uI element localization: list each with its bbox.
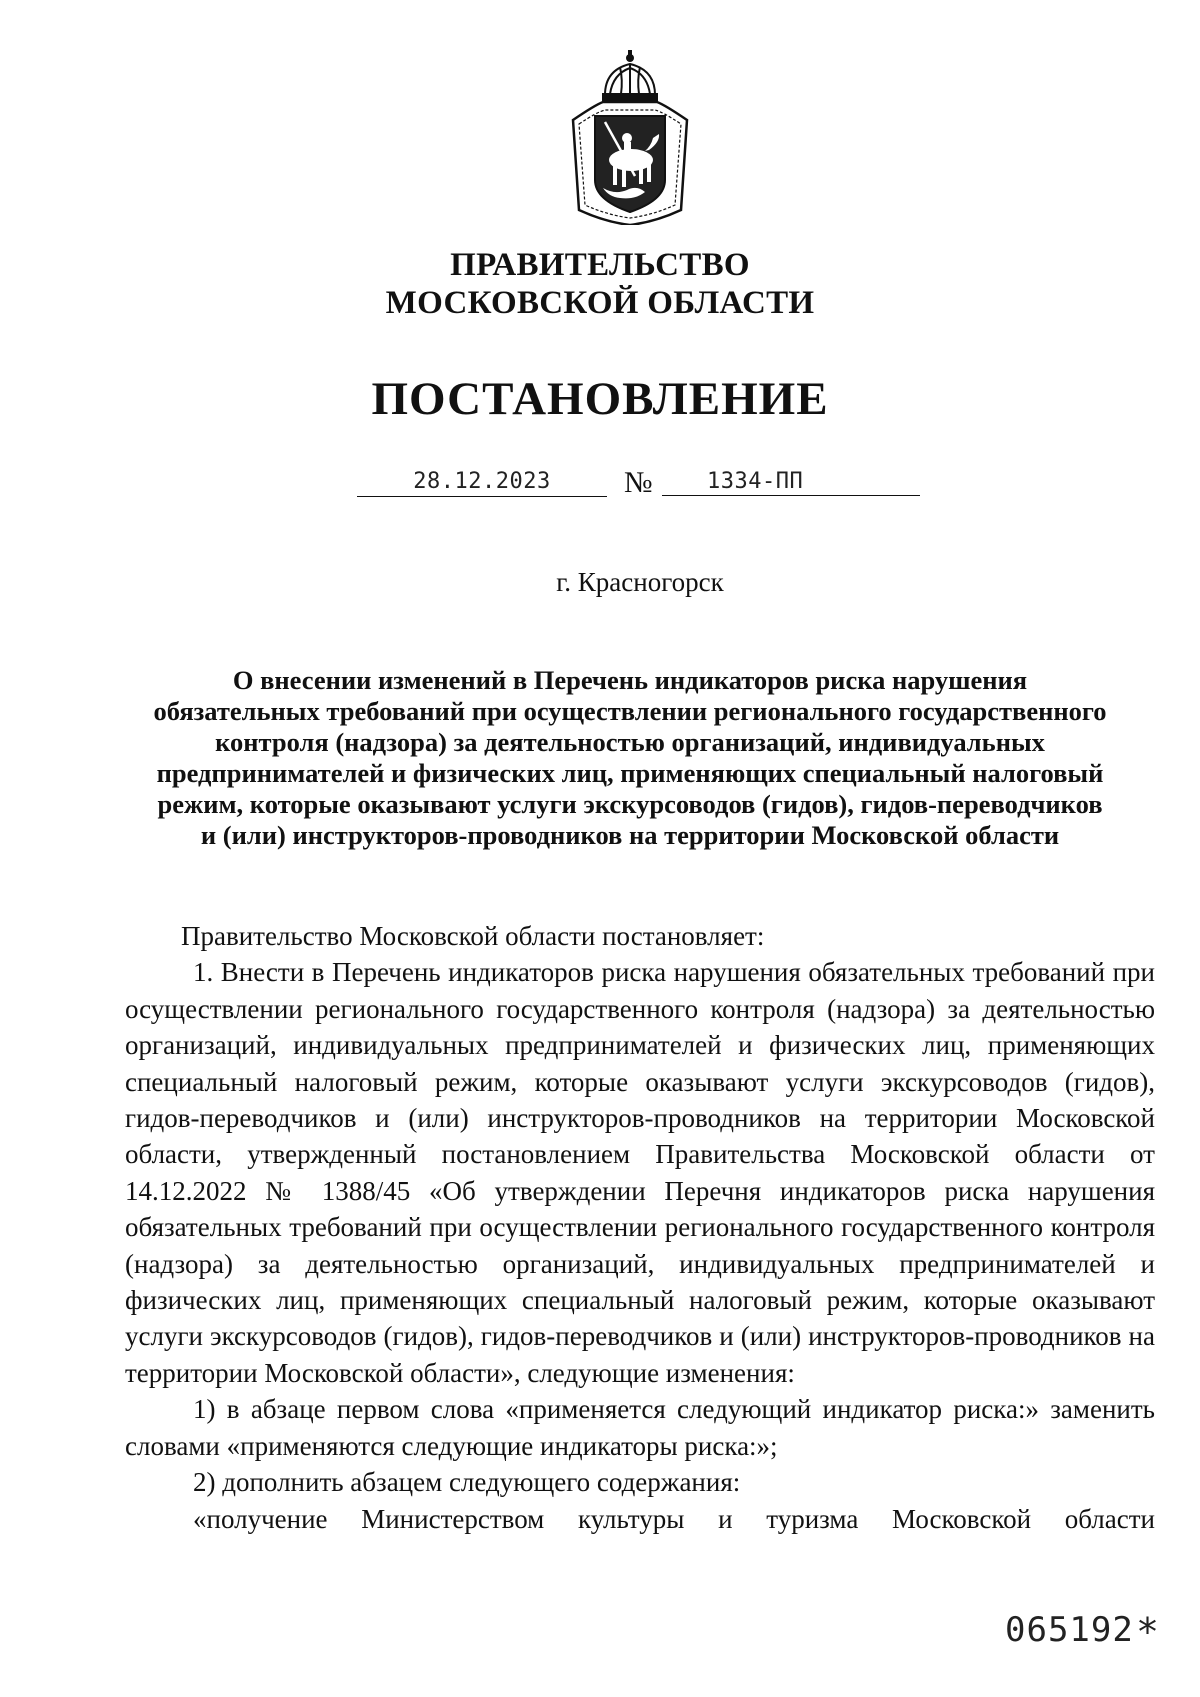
document-type-heading: ПОСТАНОВЛЕНИЕ [371, 373, 829, 425]
document-body [125, 918, 1155, 1537]
organization-name-line2: МОСКОВСКОЙ ОБЛАСТИ [385, 285, 815, 321]
registration-date: 28.12.2023 [357, 468, 607, 497]
asterisk-mark: * [1138, 1610, 1157, 1654]
city-of-issue: г. Красногорск [556, 567, 724, 597]
title-line: О внесении изменений в Перечень индикаторов риска нарушения [232, 665, 1028, 695]
preamble-paragraph: Правительство Московской области постановляет: [181, 921, 765, 951]
title-line: предпринимателей и физических лиц, применяющих специальный налоговый [156, 758, 1104, 788]
item-1-paragraph: 1. Внести в Перечень индикаторов риска нарушения обязательных требований при осуществлении регионального государственного контроля (надзора) за деятельностью организаций, индивидуальных предпринимателей и физических лиц, применяющих специальный налоговый режим, которые оказывают услуги экскурсоводов (гидов), гидов-переводчиков и (или) инструкторов-проводников на территории Московской области, утвержденный постановлением Правительства Московской области от 14.12.2022 № 1388/45 «Об утверждении Перечня индикаторов риска нарушения обязательных требований при осуществлении регионального государственного контроля (надзора) за деятельностью организаций, индивидуальных предпринимателей и физических лиц, применяющих специальный налоговый режим, которые оказывают услуги экскурсоводов (гидов), гидов-переводчиков и (или) инструкторов-проводников на территории Московской области», следующие изменения: [125, 957, 1155, 1388]
title-line: обязательных требований при осуществлении регионального государственного [153, 696, 1107, 726]
number-sign: № [624, 466, 653, 499]
title-line: контроля (надзора) за деятельностью организаций, индивидуальных [215, 727, 1045, 757]
sub-item-1-paragraph: 1) в абзаце первом слова «применяется следующий индикатор риска:» заменить словами «применяются следующие индикаторы риска:»; [125, 1394, 1155, 1461]
form-serial-number: 065192 [1005, 1610, 1134, 1650]
sub-item-2-paragraph: 2) дополнить абзацем следующего содержания: [193, 1467, 741, 1498]
registration-number: 1334-ПП [662, 468, 920, 496]
title-line: режим, которые оказывают услуги экскурсоводов (гидов), гидов-переводчиков [157, 789, 1103, 819]
title-line: и (или) инструкторов-проводников на территории Московской области [200, 820, 1060, 850]
organization-name-line1: ПРАВИТЕЛЬСТВО [450, 247, 750, 283]
coat-of-arms-emblem [565, 50, 695, 225]
quoted-paragraph-start: «получение Министерством культуры и туризма Московской области [193, 1503, 1155, 1534]
document-title [110, 665, 1150, 851]
